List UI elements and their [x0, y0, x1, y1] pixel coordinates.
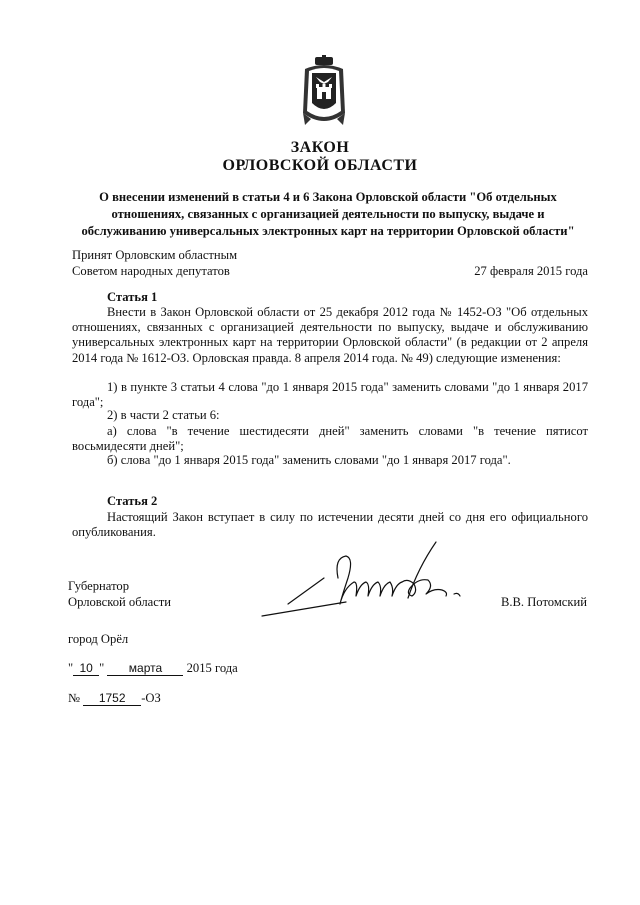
number-prefix: № [68, 691, 81, 705]
law-title: ЗАКОН [290, 139, 350, 156]
law-number [68, 690, 161, 707]
coat-of-arms-icon [301, 55, 347, 133]
article1-item2: 2) в части 2 статьи 6: [107, 408, 220, 422]
article1-heading: Статья 1 [107, 290, 158, 304]
article2-text: Настоящий Закон вступает в силу по истечении десяти дней со дня его официального опубликования. [72, 510, 588, 540]
article1-intro: Внести в Закон Орловской области от 25 декабря 2012 года № 1452-ОЗ "Об отдельных отношениях, связанных с организацией деятельности по выпуску, выдаче и обслуживанию универсальных электронных карт на территории Орловской области" (в редакции от 2 апреля 2014 года № 1612-ОЗ. Орловская правда. 8 апреля 2014 года. № 49) следующие изменения: [72, 305, 588, 365]
governor-title-line1: Губернатор [68, 579, 129, 593]
date-open-quote: " [68, 661, 74, 675]
article1-item1: 1) в пункте 3 статьи 4 слова "до 1 января 2015 года" заменить словами "до 1 января 2017 года"; [72, 380, 588, 410]
number-suffix: -ОЗ [141, 691, 161, 705]
adopted-by-line1: Принят Орловским областным [72, 248, 238, 262]
signing-date [68, 660, 238, 677]
handwritten-signature [258, 538, 470, 620]
signing-year: 2015 года [186, 661, 238, 675]
governor-name: В.В. Потомский [500, 595, 587, 609]
governor-title-line2: Орловской области [68, 595, 172, 609]
adopted-by-line2: Советом народных депутатов [72, 264, 230, 278]
article1-item2a: а) слова "в течение шестидесяти дней" заменить словами "в течение пятисот восьмидесяти дней"; [72, 424, 588, 454]
adoption-date: 27 февраля 2015 года [474, 264, 588, 278]
article1-item2b: б) слова "до 1 января 2015 года" заменить словами "до 1 января 2017 года". [107, 453, 511, 467]
article2-heading: Статья 2 [107, 494, 158, 508]
city: город Орёл [68, 632, 129, 646]
date-close-quote: " [99, 661, 105, 675]
signing-month: марта [107, 662, 183, 676]
signing-day: 10 [73, 662, 99, 676]
number-value: 1752 [83, 692, 141, 706]
law-subtitle: О внесении изменений в статьи 4 и 6 Закона Орловской области "Об отдельных отношениях, связанных с организацией деятельности по выпуску, выдаче и обслуживанию универсальных электронных карт на территории Орловской области" [81, 190, 575, 238]
region-title: ОРЛОВСКОЙ ОБЛАСТИ [222, 157, 418, 174]
